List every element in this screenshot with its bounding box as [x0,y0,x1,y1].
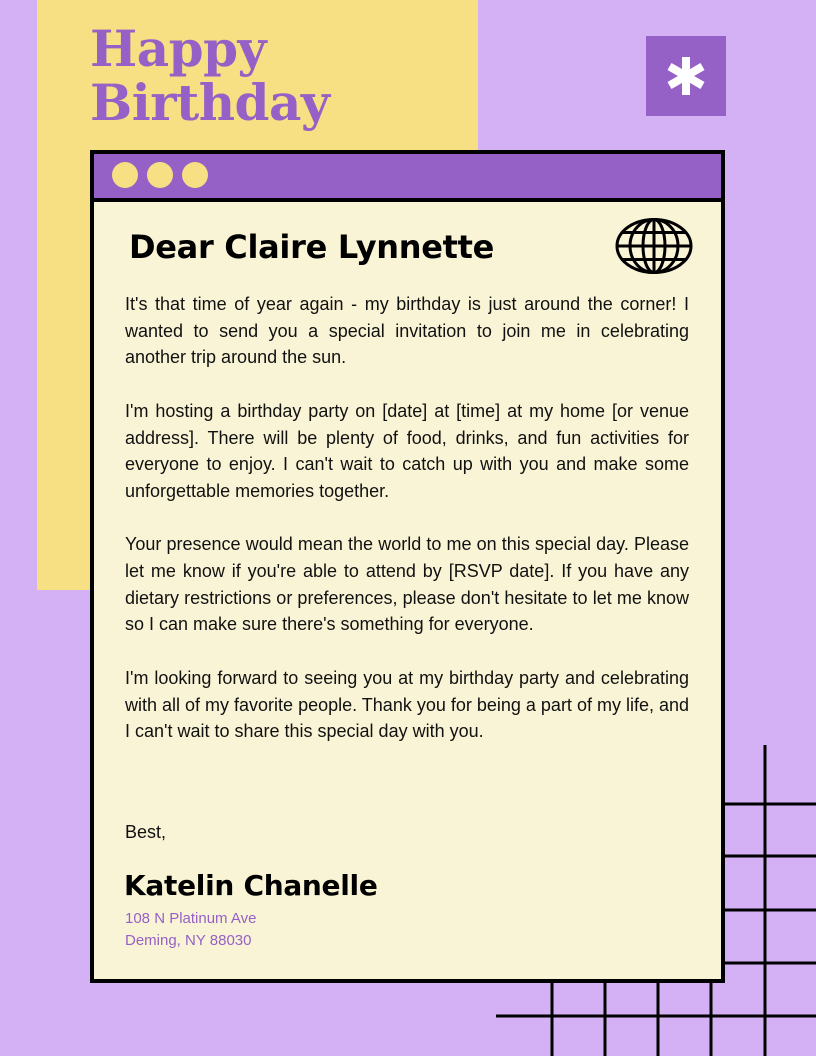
letter-greeting: Dear Claire Lynnette [129,228,495,266]
title-line-1: Happy [90,19,267,78]
letter-paragraph: I'm looking forward to seeing you at my birthday party and celebrating with all of my favorite people. Thank you for being a part of my life, and I can't wait to share this special day with you. [125,667,689,742]
globe-icon [615,217,693,275]
letter-paragraph: I'm hosting a birthday party on [date] at [time] at my home [or venue address]. There will be plenty of food, drinks, and fun activities for everyone to enjoy. I can't wait to catch up with you and make some unforgettable memories together. [125,400,689,501]
title-line-2: Birthday [90,73,330,132]
sender-name: Katelin Chanelle [124,869,378,902]
sender-address-line-2: Deming, NY 88030 [125,932,252,949]
sender-address-line-1: 108 N Platinum Ave [125,910,257,927]
window-titlebar [94,154,721,202]
window-dot-icon [182,162,208,188]
window-dot-icon [147,162,173,188]
letter-body [125,291,689,772]
letter-closing: Best, [125,822,167,842]
window-dot-icon [112,162,138,188]
letter-paragraph: Your presence would mean the world to me on this special day. Please let me know if you're able to attend by [RSVP date]. If you have any dietary restrictions or preferences, please don't hesitate to let me know so I can make sure there's something for everyone. [125,534,689,635]
letter-window [90,150,725,983]
letter-paragraph: It's that time of year again - my birthday is just around the corner! I wanted to send you a special invitation to join me in celebrating another trip around the sun. [125,294,689,368]
